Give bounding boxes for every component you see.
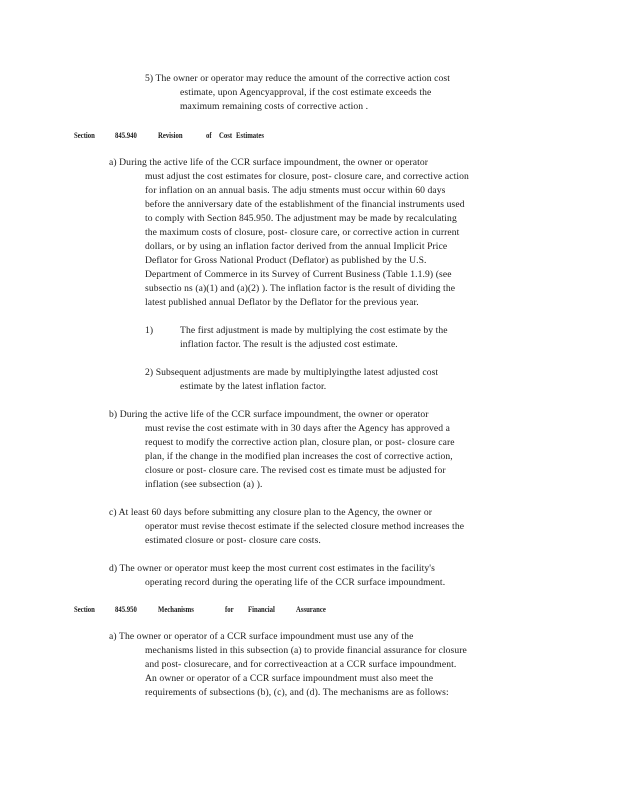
item5-line-3: maximum remaining costs of corrective action . — [180, 101, 369, 112]
section-940-title-word-2: of — [206, 131, 212, 140]
sec950-a-line-3: and post- closurecare, and for correctiveaction at a CCR surface impoundment. — [145, 659, 457, 670]
sec940-a-line-9: Department of Commerce in its Survey of Current Business (Table 1.1.9) (see — [145, 269, 452, 280]
section-940-title-word-1: Revision — [158, 131, 183, 140]
section-950-label: Section — [74, 605, 95, 614]
sec940-a-line-11: latest published annual Deflator by the Deflator for the previous year. — [145, 297, 419, 308]
section-950-title-word-1: Mechanisms — [158, 605, 194, 614]
sec940-a1-line-2: inflation factor. The result is the adjusted cost estimate. — [180, 339, 398, 350]
sec940-b-line-2: must revise the cost estimate with in 30 days after the Agency has approved a — [145, 423, 451, 434]
sec950-a-line-2: mechanisms listed in this subsection (a) to provide financial assurance for closure — [145, 645, 467, 656]
sec950-a-line-1: a) The owner or operator of a CCR surface impoundment must use any of the — [109, 631, 414, 642]
sec950-a-line-5: requirements of subsections (b), (c), and (d). The mechanisms are as follows: — [145, 687, 449, 698]
section-940-label: Section — [74, 131, 95, 140]
section-940-title-word-4: Estimates — [236, 131, 264, 140]
sec940-a-line-3: for inflation on an annual basis. The adju stments must occur within 60 days — [145, 185, 446, 196]
section-950-code: 845.950 — [115, 605, 137, 614]
item5-line-2: estimate, upon Agencyapproval, if the cost estimate exceeds the — [180, 87, 432, 98]
sec940-a1-marker: 1) — [145, 325, 154, 336]
section-940-code: 845.940 — [115, 131, 137, 140]
sec940-d-line-2: operating record during the operating life of the CCR surface impoundment. — [145, 577, 446, 588]
sec940-b-line-6: inflation (see subsection (a) ). — [145, 479, 263, 490]
sec940-b-line-5: closure or post- closure care. The revised cost es timate must be adjusted for — [145, 465, 446, 476]
sec940-a-line-1: a) During the active life of the CCR surface impoundment, the owner or operator — [109, 157, 429, 168]
sec940-d-line-1: d) The owner or operator must keep the most current cost estimates in the facility's — [109, 563, 435, 574]
sec940-c-line-3: estimated closure or post- closure care costs. — [145, 535, 321, 546]
sec950-a-line-4: An owner or operator of a CCR surface impoundment must also meet the — [145, 673, 434, 684]
sec940-b-line-3: request to modify the corrective action plan, closure plan, or post- closure care — [145, 437, 455, 448]
sec940-b-line-4: plan, if the change in the modified plan increases the cost of corrective action, — [145, 451, 453, 462]
item5-line-1: 5) The owner or operator may reduce the amount of the corrective action cost — [145, 73, 450, 84]
section-950-title-word-3: Financial — [248, 605, 275, 614]
sec940-a-line-8: Deflator for Gross National Product (Deflator) as published by the U.S. — [145, 255, 427, 266]
sec940-c-line-2: operator must revise thecost estimate if the selected closure method increases the — [145, 521, 465, 532]
sec940-a1-line-1: The first adjustment is made by multiplying the cost estimate by the — [180, 325, 448, 336]
sec940-a-line-7: dollars, or by using an inflation factor derived from the annual Implicit Price — [145, 241, 448, 252]
sec940-a2-line-1: 2) Subsequent adjustments are made by multiplyingthe latest adjusted cost — [145, 367, 439, 378]
sec940-a-line-2: must adjust the cost estimates for closure, post- closure care, and corrective action — [145, 171, 469, 182]
sec940-a-line-10: subsectio ns (a)(1) and (a)(2) ). The inflation factor is the result of dividing the — [145, 283, 456, 294]
sec940-a-line-5: to comply with Section 845.950. The adjustment may be made by recalculating — [145, 213, 457, 224]
section-950-title-word-4: Assurance — [296, 605, 326, 614]
sec940-c-line-1: c) At least 60 days before submitting any closure plan to the Agency, the owner or — [109, 507, 433, 518]
section-950-title-word-2: for — [225, 605, 234, 614]
sec940-a-line-4: before the anniversary date of the establishment of the financial instruments used — [145, 199, 465, 210]
sec940-b-line-1: b) During the active life of the CCR surface impoundment, the owner or operator — [109, 409, 429, 420]
sec940-a-line-6: the maximum costs of closure, post- closure care, or corrective action in current — [145, 227, 460, 238]
section-940-title-word-3: Cost — [219, 131, 233, 140]
sec940-a2-line-2: estimate by the latest inflation factor. — [180, 381, 327, 392]
